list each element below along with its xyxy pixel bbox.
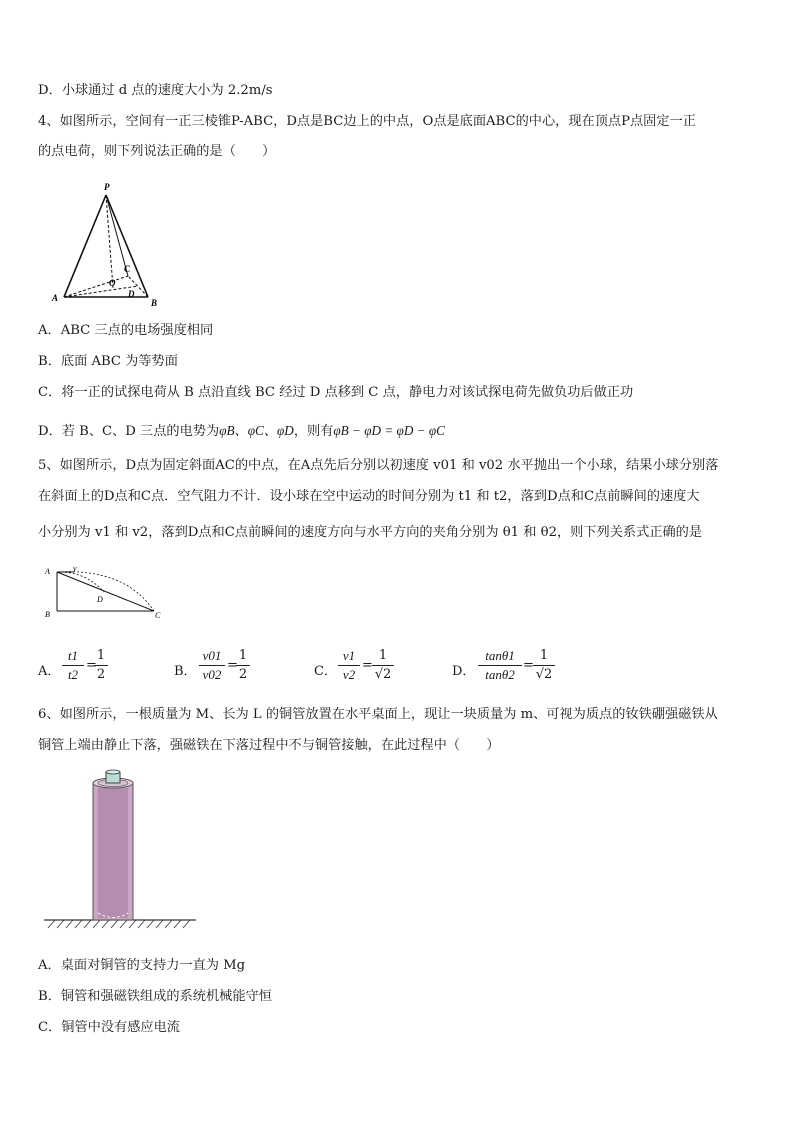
q5-option-a-lhs: t1 t2 bbox=[62, 648, 84, 683]
option-d-equation: φB − φD = φD − φC bbox=[333, 423, 445, 438]
label-b: B bbox=[151, 298, 158, 308]
incline-ac bbox=[57, 572, 154, 611]
q3-option-d: D．小球通过 d 点的速度大小为 2.2m/s bbox=[38, 83, 273, 98]
q6-option-a: A．桌面对铜管的支持力一直为 Mg bbox=[38, 958, 246, 973]
label-c: C bbox=[155, 611, 161, 620]
q5-option-c-lhs: v1 v2 bbox=[338, 648, 360, 683]
q5-stem-line1: 5、如图所示，D点为固定斜面AC的中点，在A点先后分别以初速度 v01 和 v02 水平抛出一个小球，结果小球分别落 bbox=[38, 458, 719, 473]
q4-option-b: B．底面 ABC 为等势面 bbox=[38, 354, 178, 369]
q6-option-c: C．铜管中没有感应电流 bbox=[38, 1020, 180, 1035]
q5-option-c-rhs: 1 √2 bbox=[372, 648, 394, 683]
q4-stem-line1: 4、如图所示，空间有一正三棱锥P-ABC，D点是BC边上的中点，O点是底面ABC的中心，现在顶点P点固定一正 bbox=[38, 114, 696, 129]
q5-stem-line2: 在斜面上的D点和C点．空气阻力不计．设小球在空中运动的时间分别为 t1 和 t2，落到D点和C点前瞬间的速度大 bbox=[38, 489, 700, 504]
incline-figure bbox=[40, 562, 180, 622]
table-hatch bbox=[48, 920, 190, 928]
edge-pa bbox=[64, 195, 106, 297]
label-a: A bbox=[45, 567, 50, 576]
q5-stem-line3: 小分别为 v1 和 v2，落到D点和C点前瞬间的速度方向与水平方向的夹角分别为 θ1 和 θ2，则下列关系式正确的是 bbox=[38, 525, 703, 540]
q5-option-b-rhs: 1 2 bbox=[236, 648, 250, 683]
q6-option-b: B．铜管和强磁铁组成的系统机械能守恒 bbox=[38, 989, 272, 1004]
tube-inner bbox=[98, 788, 128, 918]
label-v: v bbox=[73, 564, 77, 573]
q5-option-b-label: B． bbox=[174, 664, 197, 679]
copper-tube-figure bbox=[40, 768, 200, 938]
label-p: P bbox=[104, 182, 110, 192]
q5-option-c-equals: = bbox=[362, 658, 373, 673]
q5-option-c-label: C． bbox=[314, 664, 337, 679]
q5-option-d-equals: = bbox=[523, 658, 534, 673]
label-c: C bbox=[124, 264, 131, 274]
q5-option-a-equals: = bbox=[86, 658, 97, 673]
q5-option-a-rhs: 1 2 bbox=[94, 648, 108, 683]
q5-option-d-lhs: tanθ1 tanθ2 bbox=[478, 648, 522, 683]
q4-option-a: A．ABC 三点的电场强度相同 bbox=[38, 323, 214, 338]
label-o: O bbox=[109, 278, 116, 288]
q6-stem-line1: 6、如图所示，一根质量为 M、长为 L 的铜管放置在水平桌面上，现让一块质量为 m、可视为质点的钕铁硼强磁铁从 bbox=[38, 707, 718, 722]
q4-option-d: D．若 B、C、D 三点的电势为φB、φC、φD，则有φB − φD = φD − φC bbox=[38, 423, 445, 439]
q5-option-a-label: A． bbox=[38, 664, 61, 679]
q5-option-d-label: D． bbox=[452, 664, 476, 679]
label-b: B bbox=[45, 610, 50, 619]
magnet-top bbox=[106, 770, 120, 774]
pyramid-figure bbox=[44, 180, 174, 315]
label-d: D bbox=[128, 289, 135, 299]
q5-option-d-rhs: 1 √2 bbox=[533, 648, 555, 683]
label-d: D bbox=[97, 595, 103, 604]
option-d-phis: φB、φC、φD bbox=[219, 423, 294, 438]
label-a: A bbox=[52, 293, 59, 303]
q4-option-c: C．将一正的试探电荷从 B 点沿直线 BC 经过 D 点移到 C 点，静电力对该试探电荷先做负功后做正功 bbox=[38, 385, 634, 400]
q5-option-b-lhs: v01 v02 bbox=[199, 648, 225, 683]
q6-stem-line2: 铜管上端由静止下落，强磁铁在下落过程中不与铜管接触，在此过程中（ ） bbox=[38, 738, 500, 753]
line-ad bbox=[64, 286, 138, 297]
q5-option-b-equals: = bbox=[227, 658, 238, 673]
edge-ac bbox=[64, 276, 128, 297]
q4-stem-line2: 的点电荷，则下列说法正确的是（ ） bbox=[38, 144, 276, 159]
